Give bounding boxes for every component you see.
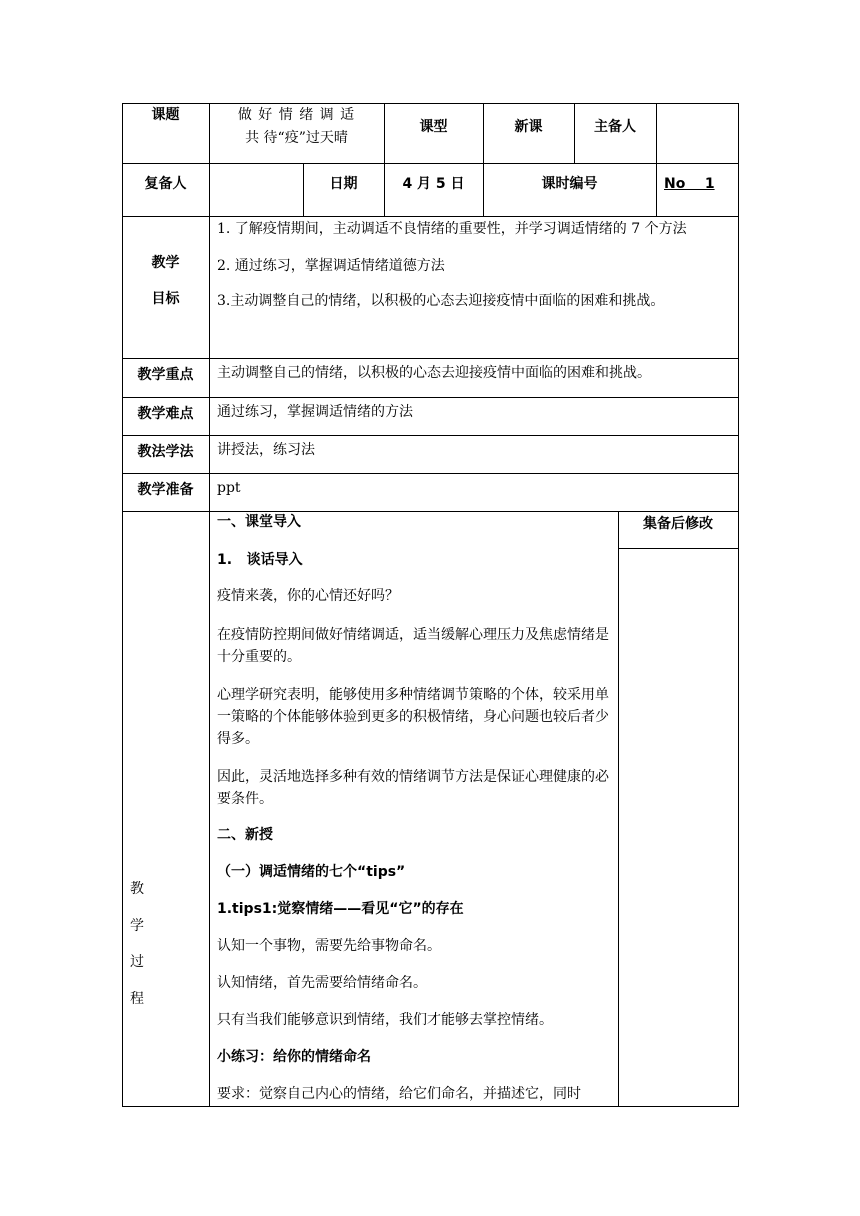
process-label-char: 教: [130, 881, 144, 897]
difficulty-label: 教学难点: [137, 406, 194, 422]
paragraph: 认知情绪，首先需要给情绪命名。: [217, 975, 427, 991]
lesson-number-label: 课时编号: [541, 176, 598, 192]
rule-bottom: [122, 1106, 738, 1107]
date-label: 日期: [329, 176, 358, 192]
rule-row1: [122, 163, 738, 164]
rule-right: [738, 103, 739, 1107]
exercise-heading: 小练习：给你的情绪命名: [217, 1049, 371, 1065]
co-preparer-label: 复备人: [144, 176, 187, 192]
sub-heading: （一）调适情绪的七个“tips”: [217, 864, 406, 880]
process-label-char: 过: [130, 954, 144, 970]
rule-revise-col: [618, 511, 619, 1107]
rule-row6: [122, 473, 738, 474]
topic-title-line1: 做 好 情 绪 调 适: [237, 107, 356, 123]
rule-row5: [122, 435, 738, 436]
paragraph: 在疫情防控期间做好情绪调适，适当缓解心理压力及焦虑情绪是十分重要的。: [217, 627, 609, 665]
section-heading: 二、新授: [217, 827, 273, 843]
section-heading: 一、课堂导入: [217, 514, 301, 530]
paragraph: 要求：觉察自己内心的情绪，给它们命名，并描述它，同时: [217, 1086, 581, 1102]
revise-after-prep-header: 集备后修改: [643, 516, 713, 532]
paragraph: 因此，灵活地选择多种有效的情绪调节方法是保证心理健康的必要条件。: [217, 769, 609, 807]
sub-heading: 1. 谈话导入: [217, 552, 303, 568]
process-label-char: 学: [130, 918, 144, 934]
topic-label: 课题: [151, 107, 180, 123]
lead-preparer-label: 主备人: [594, 119, 636, 135]
rule-row4: [122, 397, 738, 398]
paragraph: 疫情来袭，你的心情还好吗？: [217, 588, 399, 604]
methods-label: 教法学法: [137, 444, 194, 460]
key-point-value: 主动调整自己的情绪，以积极的心态去迎接疫情中面临的困难和挑战。: [217, 365, 651, 381]
rule-row2: [122, 216, 738, 217]
rule-label-col: [209, 103, 210, 1107]
topic-title-line2: 共 待“疫”过天晴: [245, 130, 348, 146]
goals-label-line1: 教学: [151, 255, 180, 271]
rule-top: [122, 103, 738, 104]
goal-item: 1. 了解疫情期间，主动调适不良情绪的重要性，并学习调适情绪的 7 个方法: [217, 221, 687, 237]
date-value: 4 月 5 日: [402, 176, 465, 192]
paragraph: 心理学研究表明，能够使用多种情绪调节策略的个体，较采用单一策略的个体能够体验到更多的积极情绪，身心问题也较后者少得多。: [217, 687, 609, 747]
paragraph: 认知一个事物，需要先给事物命名。: [217, 938, 441, 954]
rule-r2-c5: [656, 163, 657, 216]
paragraph: 只有当我们能够意识到情绪，我们才能够去掌控情绪。: [217, 1012, 553, 1028]
difficulty-value: 通过练习，掌握调适情绪的方法: [217, 404, 413, 420]
key-point-label: 教学重点: [137, 367, 194, 383]
rule-revise-header: [618, 548, 738, 549]
preparation-label: 教学准备: [137, 482, 194, 498]
goal-item: 2. 通过练习，掌握调适情绪道德方法: [217, 258, 445, 274]
rule-row3: [122, 358, 738, 359]
rule-row7: [122, 511, 738, 512]
goal-item: 3.主动调整自己的情绪，以积极的心态去迎接疫情中面临的困难和挑战。: [217, 293, 665, 309]
process-label-char: 程: [130, 991, 144, 1007]
tip-heading: 1.tips1:觉察情绪——看见“它”的存在: [217, 901, 464, 917]
course-type-label: 课型: [419, 119, 448, 135]
methods-value: 讲授法，练习法: [217, 442, 315, 458]
lesson-number-value: No 1: [664, 176, 715, 192]
goals-label-line2: 目标: [151, 291, 180, 307]
rule-r1-c5: [656, 103, 657, 163]
preparation-value: ppt: [217, 480, 241, 496]
course-type-value: 新课: [514, 119, 543, 135]
